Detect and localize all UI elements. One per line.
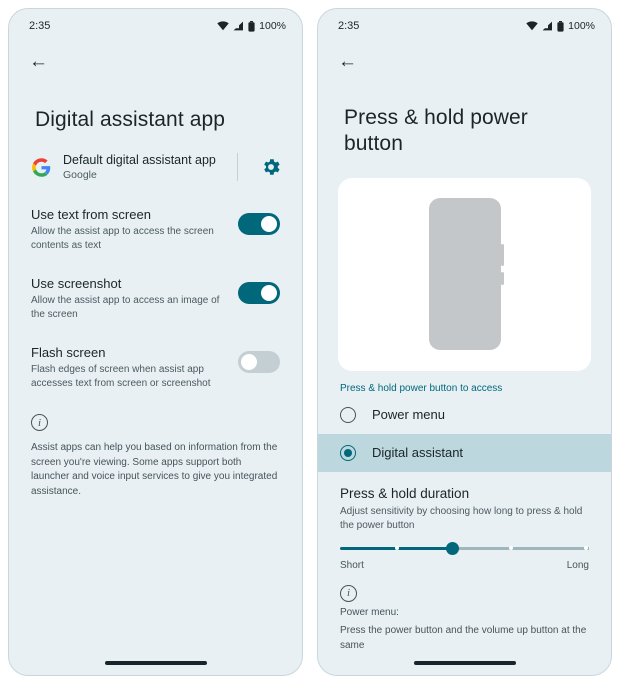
default-digital-assistant-app-row[interactable] <box>9 139 302 195</box>
phone-device-icon <box>429 198 501 350</box>
home-indicator[interactable] <box>414 661 516 665</box>
toggle-knob <box>261 216 277 232</box>
default-app-subtitle: Google <box>63 169 97 182</box>
info-icon: i <box>340 585 357 602</box>
status-icons <box>526 20 595 32</box>
toggle-flash-screen[interactable] <box>238 351 280 373</box>
slider-tick <box>395 546 399 550</box>
page-title: Press & hold power button <box>344 106 528 156</box>
wifi-icon <box>526 21 538 31</box>
setting-subtitle: Flash edges of screen when assist app accesses text from screen or screenshot <box>31 364 211 389</box>
slider-track[interactable] <box>340 547 589 550</box>
slider-tick <box>584 546 588 550</box>
setting-row-flash-screen[interactable] <box>9 333 302 402</box>
wifi-icon <box>217 21 229 31</box>
duration-title: Press & hold duration <box>340 485 470 501</box>
power-menu-note-title: Power menu: <box>340 606 399 618</box>
slider-thumb[interactable] <box>446 542 459 555</box>
right-info-row <box>318 571 611 602</box>
radio-button[interactable] <box>340 407 356 423</box>
arrow-back-icon[interactable]: ← <box>338 50 357 72</box>
status-clock: 2:35 <box>338 20 360 32</box>
cell-signal-icon <box>542 21 553 31</box>
toggle-use-text-from-screen[interactable] <box>238 213 280 235</box>
left-info-row <box>9 402 302 433</box>
duration-slider[interactable] <box>318 533 611 550</box>
setting-subtitle: Allow the assist app to access the screen contents as text <box>31 226 214 251</box>
radio-label: Digital assistant <box>372 445 464 460</box>
radio-option-digital-assistant[interactable] <box>318 434 611 472</box>
toggle-use-screenshot[interactable] <box>238 282 280 304</box>
press-hold-access-note: Press & hold power button to access <box>340 382 503 394</box>
phone-power-button-illustration <box>338 178 591 371</box>
status-icons <box>217 20 286 32</box>
status-bar <box>9 9 302 43</box>
right-back-row <box>318 43 611 79</box>
power-menu-note-text: Press the power button and the volume up button at the same <box>340 625 587 651</box>
status-clock: 2:35 <box>29 20 51 32</box>
cell-signal-icon <box>233 21 244 31</box>
setting-text <box>31 207 228 252</box>
setting-title: Use screenshot <box>31 276 122 292</box>
default-app-title: Default digital assistant app <box>63 153 216 168</box>
duration-subtitle: Adjust sensitivity by choosing how long to press & hold the power button <box>340 505 583 531</box>
toggle-knob <box>241 354 257 370</box>
setting-title: Flash screen <box>31 345 106 361</box>
slider-min-label: Short <box>340 559 364 571</box>
home-indicator[interactable] <box>105 661 207 665</box>
page-title: Digital assistant app <box>35 108 226 131</box>
toggle-knob <box>261 285 277 301</box>
slider-labels <box>318 550 611 571</box>
slider-max-label: Long <box>566 559 589 571</box>
google-g-icon <box>31 157 51 177</box>
left-back-row <box>9 43 302 79</box>
volume-button-shape <box>501 272 504 285</box>
setting-title: Use text from screen <box>31 207 151 223</box>
radio-option-power-menu[interactable] <box>318 396 611 434</box>
slider-track-remainder <box>452 547 589 550</box>
status-bar <box>318 9 611 43</box>
default-app-text <box>63 153 221 181</box>
row-divider <box>237 153 238 181</box>
phone-screen-press-and-hold-power-button <box>317 8 612 676</box>
setting-subtitle: Allow the assist app to access an image of the screen <box>31 295 220 320</box>
slider-tick <box>509 546 513 550</box>
battery-full-icon <box>557 21 564 32</box>
power-button-shape <box>501 244 504 266</box>
setting-text <box>31 345 228 390</box>
arrow-back-icon[interactable]: ← <box>29 50 48 72</box>
battery-percent-label: 100% <box>259 20 286 32</box>
radio-label: Power menu <box>372 407 445 422</box>
gear-icon[interactable] <box>260 156 282 178</box>
setting-text <box>31 276 228 321</box>
radio-button[interactable] <box>340 445 356 461</box>
info-icon: i <box>31 414 48 431</box>
setting-row-use-text-from-screen[interactable] <box>9 195 302 264</box>
battery-full-icon <box>248 21 255 32</box>
setting-row-use-screenshot[interactable] <box>9 264 302 333</box>
battery-percent-label: 100% <box>568 20 595 32</box>
phone-screen-digital-assistant-app <box>8 8 303 676</box>
left-footer-note: Assist apps can help you based on information from the screen you're viewing. Some apps support both launcher and voice input services to give you integrated assistance. <box>31 442 278 497</box>
